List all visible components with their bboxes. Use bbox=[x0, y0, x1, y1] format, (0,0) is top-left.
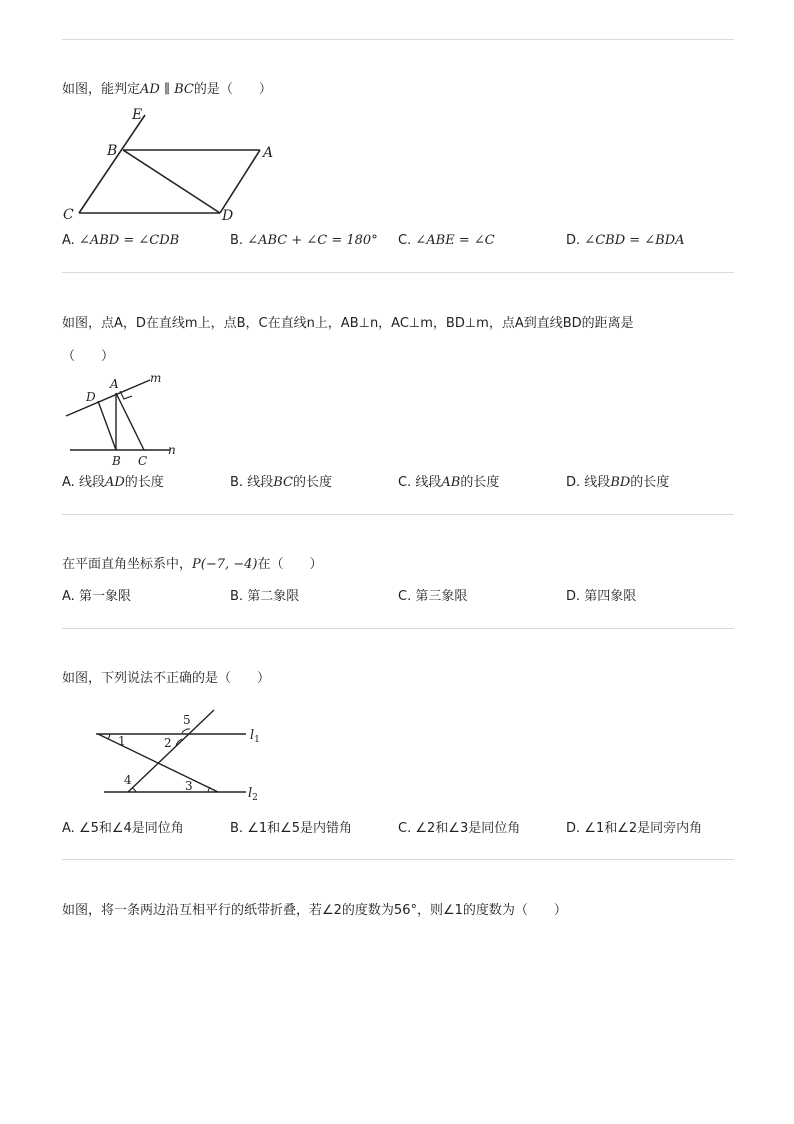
figure-label-3: 3 bbox=[185, 779, 193, 793]
figure-label-D: D bbox=[222, 208, 234, 224]
figure-label-l2: $l_2$ bbox=[248, 786, 258, 803]
question-1-figure bbox=[60, 104, 290, 226]
question-4-figure bbox=[90, 706, 280, 806]
figure-label-A: A bbox=[110, 377, 119, 391]
question-2-stem-line2: （ ） bbox=[62, 349, 115, 364]
figure-label-m: m bbox=[150, 371, 162, 385]
question-4-option-c[interactable]: C. ∠2和∠3是同位角 bbox=[398, 821, 521, 836]
figure-label-C: C bbox=[63, 207, 74, 223]
question-2-option-c[interactable]: C. 线段AB的长度 bbox=[398, 475, 500, 490]
question-1-stem-math: AD ∥ BC bbox=[140, 82, 194, 97]
question-4-stem: 如图，下列说法不正确的是（ ） bbox=[62, 671, 271, 686]
question-3-option-d[interactable]: D. 第四象限 bbox=[566, 589, 637, 604]
question-2-option-a[interactable]: A. 线段AD的长度 bbox=[62, 475, 164, 490]
question-2-figure bbox=[60, 370, 190, 470]
figure-label-D: D bbox=[86, 390, 96, 404]
question-1-option-d[interactable]: D. ∠CBD = ∠BDA bbox=[566, 233, 685, 248]
question-4-option-b[interactable]: B. ∠1和∠5是内错角 bbox=[230, 821, 353, 836]
question-5-stem: 如图，将一条两边沿互相平行的纸带折叠，若∠2的度数为56°，则∠1的度数为（ ） bbox=[62, 903, 567, 918]
figure-label-2: 2 bbox=[164, 736, 172, 750]
figure-label-5: 5 bbox=[183, 713, 191, 727]
figure-label-n: n bbox=[168, 443, 176, 457]
question-1-stem: 如图，能判定AD ∥ BC的是（ ） bbox=[62, 82, 272, 97]
figure-label-C: C bbox=[138, 454, 148, 468]
divider-2 bbox=[62, 514, 734, 515]
question-1-option-a[interactable]: A. ∠ABD = ∠CDB bbox=[62, 233, 180, 248]
question-3-option-a[interactable]: A. 第一象限 bbox=[62, 589, 131, 604]
question-4-option-d[interactable]: D. ∠1和∠2是同旁内角 bbox=[566, 821, 703, 836]
figure-label-1: 1 bbox=[118, 734, 126, 748]
question-3-option-c[interactable]: C. 第三象限 bbox=[398, 589, 468, 604]
divider-1 bbox=[62, 272, 734, 273]
question-3-stem-math: P(−7, −4) bbox=[192, 557, 258, 572]
figure-label-B: B bbox=[112, 454, 121, 468]
question-2-option-d[interactable]: D. 线段BD的长度 bbox=[566, 475, 670, 490]
figure-label-B: B bbox=[107, 143, 118, 159]
question-2-stem: 如图，点A，D在直线m上，点B，C在直线n上，AB⊥n，AC⊥m，BD⊥m，点A到直线BD的距离是 bbox=[62, 316, 634, 331]
figure-label-l1: $l_1$ bbox=[250, 728, 260, 745]
divider-3 bbox=[62, 628, 734, 629]
figure-label-E: E bbox=[132, 107, 143, 123]
question-2-option-b[interactable]: B. 线段BC的长度 bbox=[230, 475, 332, 490]
question-4-option-a[interactable]: A. ∠5和∠4是同位角 bbox=[62, 821, 184, 836]
figure-label-A: A bbox=[263, 145, 274, 161]
divider-top bbox=[62, 39, 734, 40]
figure-label-4: 4 bbox=[124, 773, 132, 787]
question-3-stem: 在平面直角坐标系中，P(−7, −4)在（ ） bbox=[62, 557, 323, 572]
question-3-option-b[interactable]: B. 第二象限 bbox=[230, 589, 300, 604]
question-1-option-b[interactable]: B. ∠ABC + ∠C = 180° bbox=[230, 233, 378, 248]
question-1-option-c[interactable]: C. ∠ABE = ∠C bbox=[398, 233, 495, 248]
divider-4 bbox=[62, 859, 734, 860]
